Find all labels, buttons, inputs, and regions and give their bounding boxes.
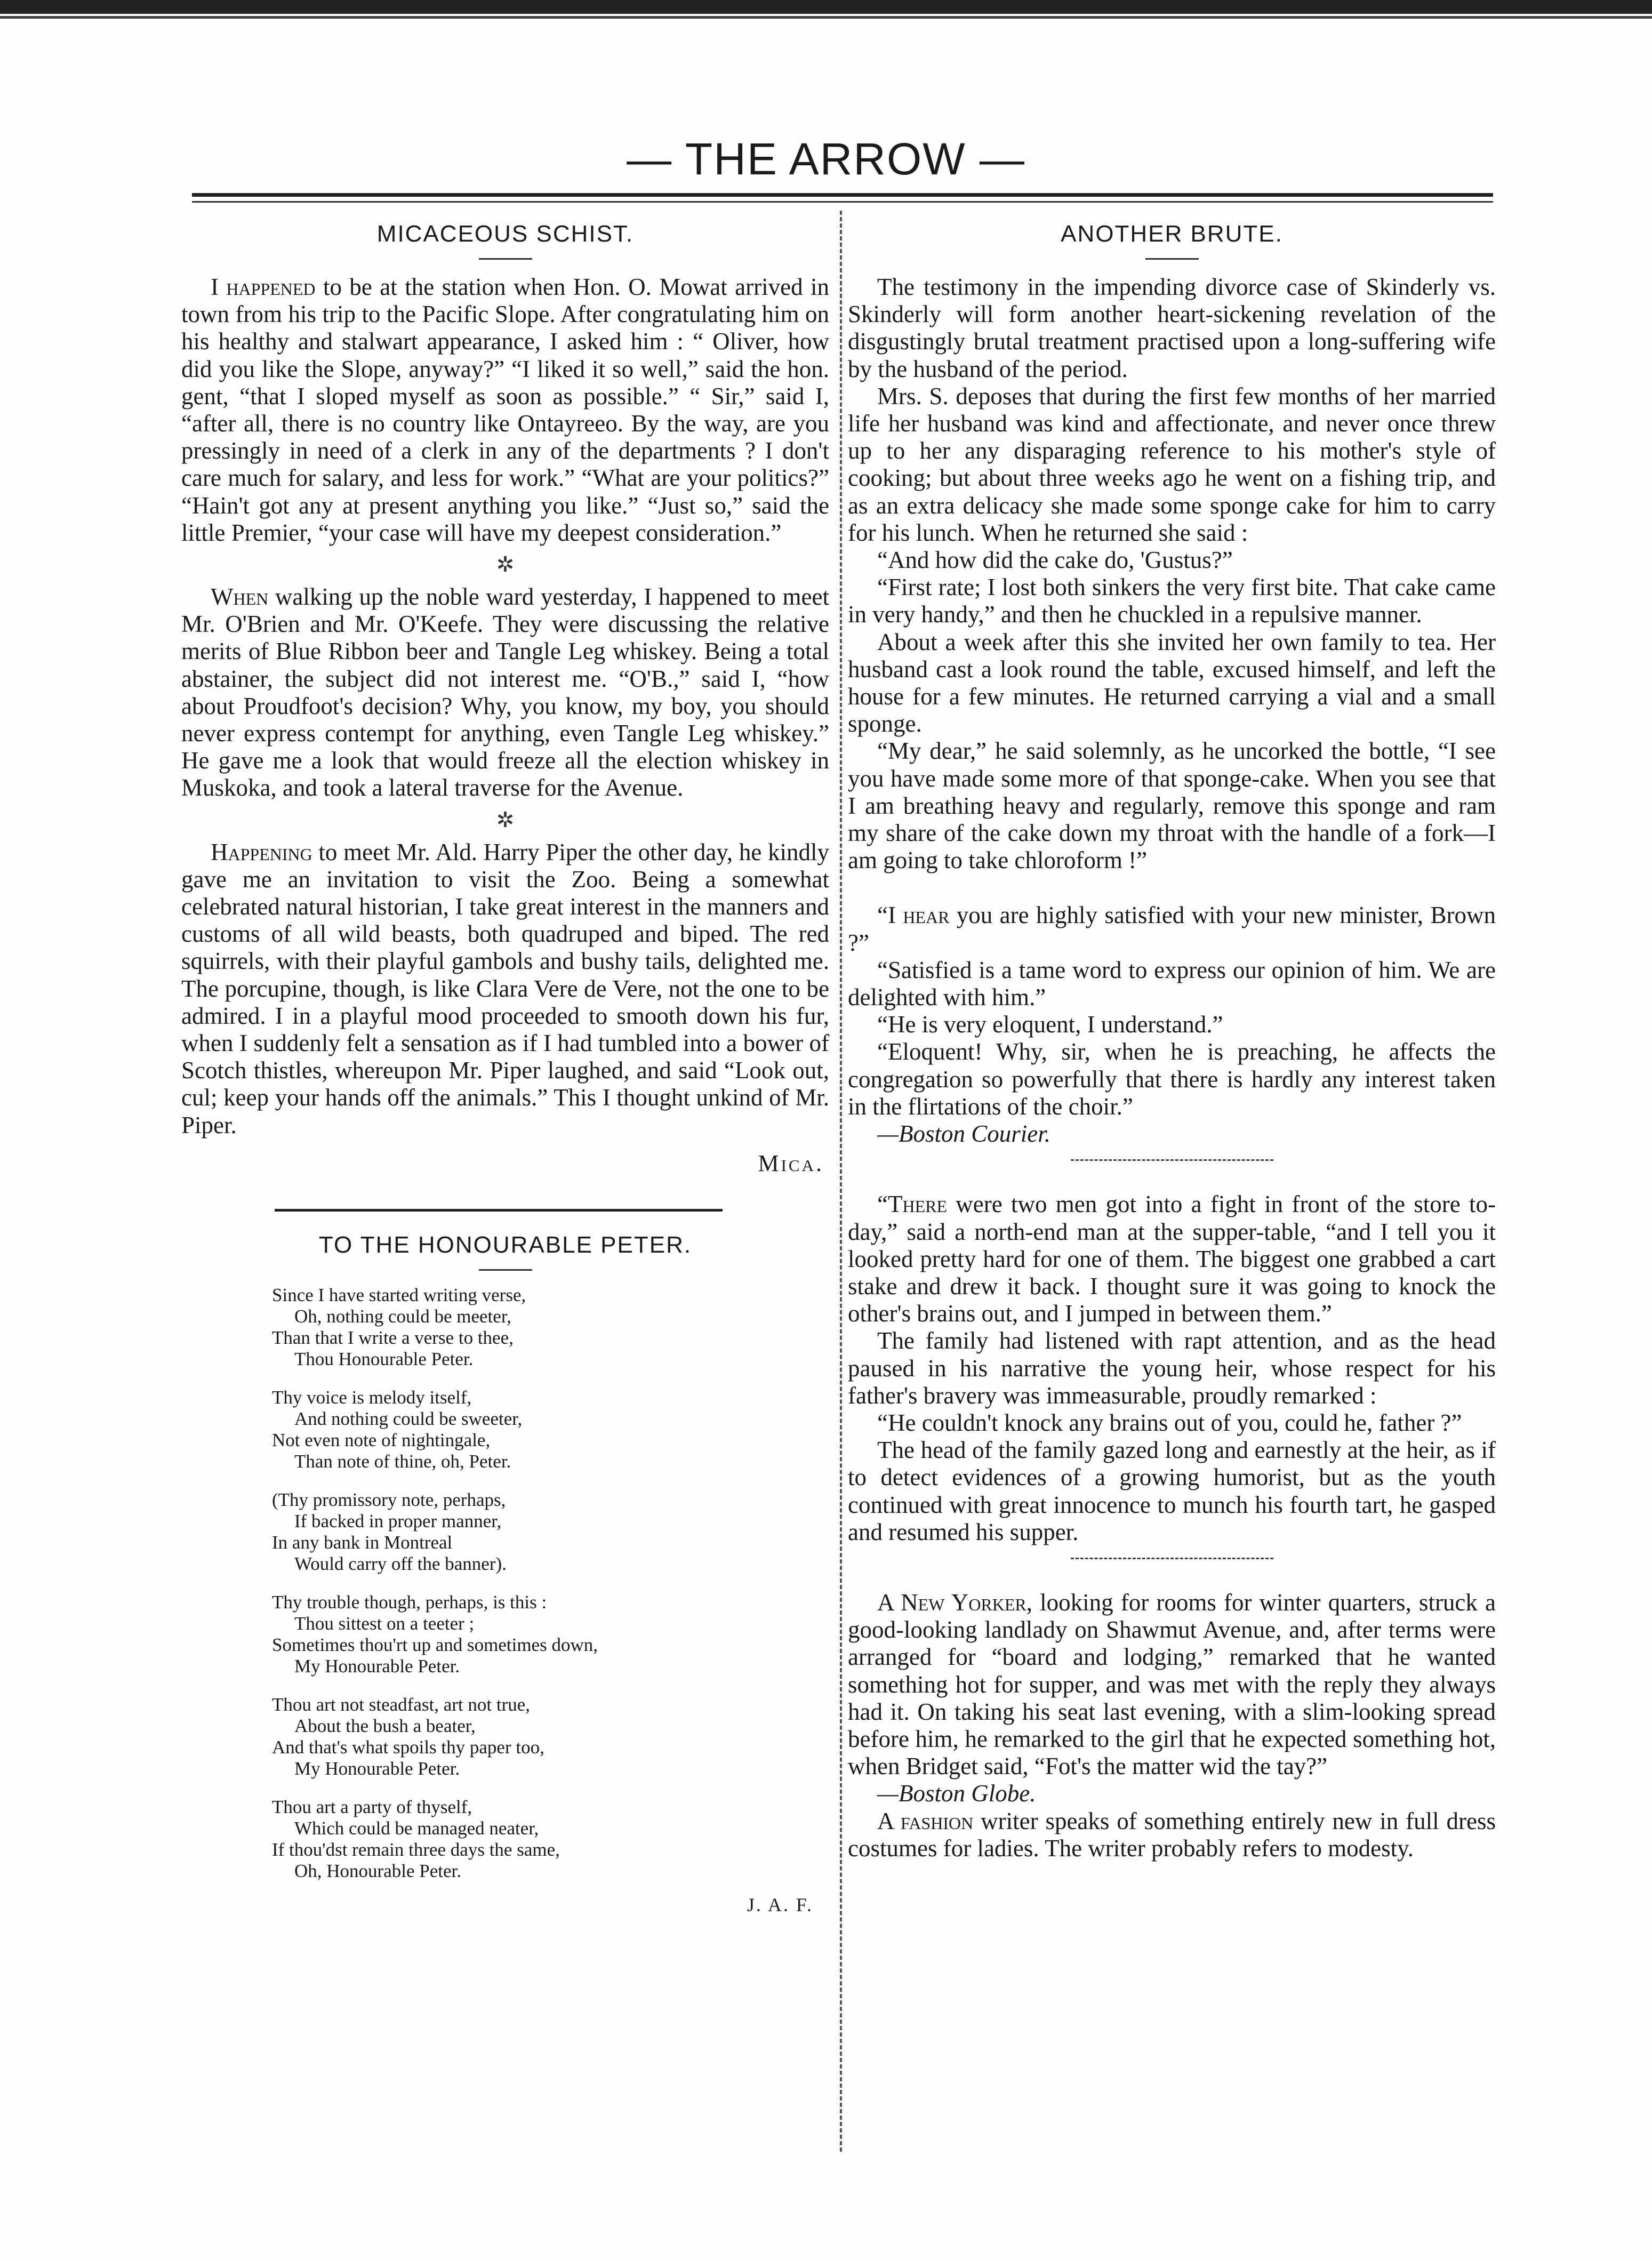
poem-line: Than note of thine, oh, Peter. xyxy=(294,1450,511,1472)
paragraph: About a week after this she invited her own family to tea. Her husband cast a look round the table, excused himself, and left the house for a few minutes. He returned carrying a vial and a small sponge. xyxy=(848,628,1496,737)
article-heading-brute: ANOTHER BRUTE. xyxy=(1061,221,1283,247)
poem-line: Sometimes thou'rt up and sometimes down, xyxy=(272,1634,598,1655)
stanza xyxy=(272,1694,829,1779)
lead-words: “I hear xyxy=(877,902,950,929)
paragraph-text: to meet Mr. Ald. Harry Piper the other day, he kindly gave me an invitation to visit the Zoo. Being a somewhat celebrated natural historian, I take great interest in the manners and customs of all wild beasts, both quadruped and biped. The red squirrels, with their playful gambols and bushy tails, delighted me. The porcupine, though, is like Clara Vere de Vere, not the one to be admired. I in a playful mood proceeded to smooth down his fur, when I suddenly felt a sensation as if I had tumbled into a bower of Scotch thistles, whereupon Mr. Piper laughed, and said “Look out, cul; keep your hands off the animals.” This I thought unkind of Mr. Piper. xyxy=(181,838,829,1138)
poem-line: My Honourable Peter. xyxy=(294,1655,460,1677)
stanza xyxy=(272,1592,829,1677)
paragraph: “First rate; I lost both sinkers the very first bite. That cake came in very handy,” and then he chuckled in a repulsive manner. xyxy=(848,574,1496,628)
section-separator xyxy=(1071,1159,1273,1161)
masthead-rule-thin xyxy=(192,201,1493,203)
poem-line: And nothing could be sweeter, xyxy=(294,1408,523,1429)
paragraph-text: you are highly satisfied with your new minister, Brown ?” xyxy=(848,902,1496,956)
poem-line: Thou art a party of thyself, xyxy=(272,1796,472,1817)
masthead-title: — THE ARROW — xyxy=(627,134,1025,184)
poem-line: If backed in proper manner, xyxy=(294,1510,502,1532)
paragraph: “Eloquent! Why, sir, when he is preaching, he affects the congregation so powerfully that there is hardly any interest taken in the flirtations of the choir.” xyxy=(848,1038,1496,1120)
poem-line: In any bank in Montreal xyxy=(272,1532,453,1553)
stanza xyxy=(272,1797,829,1882)
poem-line: Thy voice is melody itself, xyxy=(272,1386,472,1408)
heading-rule xyxy=(479,1269,532,1271)
poem-line: Which could be managed neater, xyxy=(294,1817,539,1839)
poem-line: Oh, Honourable Peter. xyxy=(294,1860,461,1881)
right-column xyxy=(848,213,1496,1862)
heading-rule xyxy=(479,258,532,260)
source-credit: —Boston Globe. xyxy=(877,1780,1036,1807)
stanza xyxy=(272,1285,829,1370)
lead-words: A New Yorker, xyxy=(877,1589,1033,1616)
lead-words: “There xyxy=(877,1191,948,1218)
stanza xyxy=(272,1387,829,1472)
paragraph-text: walking up the noble ward yesterday, I happened to meet Mr. O'Brien and Mr. O'Keefe. They were discussing the relative merits of Blue Ribbon beer and Tangle Leg whiskey. Being a total abstainer, the subject did not interest me. “O'B.,” said I, “how about Proudfoot's decision? Why, you know, my boy, you should never express contempt for anything, even Tangle Leg whiskey.” He gave me a look that would freeze all the election whiskey in Muskoka, and took a lateral traverse for the Avenue. xyxy=(181,583,829,801)
poem-line: My Honourable Peter. xyxy=(294,1758,460,1779)
paragraph: “He is very eloquent, I understand.” xyxy=(877,1011,1223,1038)
signature-mica: Mica. xyxy=(758,1150,824,1176)
lead-words: A fashion xyxy=(877,1807,974,1834)
left-column xyxy=(181,213,829,1916)
poem-line: Oh, nothing could be meeter, xyxy=(294,1305,511,1327)
poem-line: If thou'dst remain three days the same, xyxy=(272,1839,560,1860)
poem-line: Thou sittest on a teeter ; xyxy=(294,1613,475,1634)
paragraph xyxy=(848,1589,1496,1780)
masthead-rule xyxy=(192,193,1493,197)
paragraph: “He couldn't knock any brains out of you, could he, father ?” xyxy=(877,1409,1462,1436)
lead-words: When xyxy=(211,583,269,611)
poem-line: Since I have started writing verse, xyxy=(272,1284,526,1305)
poem-line: Would carry off the banner). xyxy=(294,1553,507,1574)
paragraph: The testimony in the impending divorce case of Skinderly vs. Skinderly will form another heart-sickening revelation of the disgustingly brutal treatment practised upon a long-suffering wife by the husband of the period. xyxy=(848,274,1496,382)
poem-line: Thou art not steadfast, art not true, xyxy=(272,1694,531,1715)
paragraph xyxy=(848,1808,1496,1862)
section-separator xyxy=(1071,1558,1273,1559)
paragraph xyxy=(848,1191,1496,1327)
paragraph xyxy=(181,583,829,802)
source-credit: —Boston Courier. xyxy=(877,1120,1051,1148)
paragraph: The family had listened with rapt attention, and as the head paused in his narrative the young heir, whose respect for his father's bravery was immeasurable, proudly remarked : xyxy=(848,1327,1496,1409)
article-heading-micaceous: MICACEOUS SCHIST. xyxy=(376,221,634,247)
paragraph-text: to be at the station when Hon. O. Mowat arrived in town from his trip to the Pacific Slope. After congratulating him on his healthy and stalwart appearance, I asked him : “ Oliver, how did you like the Slope, anyway?” “I liked it so well,” said the hon. gent, “that I sloped myself as soon as possible.” “ Sir,” said I, “after all, there is no country like Ontayreeo. By the way, are you pressingly in need of a clerk in any of the departments ? I don't care much for salary, and less for work.” “What are your politics?” “Hain't got any at present anything you like.” “Just so,” said the little Premier, “your case will have my deepest consideration.” xyxy=(181,274,829,546)
paragraph-text: looking for rooms for winter quarters, struck a good-looking landlady on Shawmut Avenue, and, after terms were arranged for “board and lodging,” remarked that he wanted something hot for supper, and was met with the reply they always had it. On taking his seat last evening, with a slim-looking spread before him, he remarked to the girl that he expected something hot, when Bridget said, “Fot's the matter wid the tay?” xyxy=(848,1589,1496,1780)
ornament-icon: ✲ xyxy=(496,807,515,832)
poem-line: About the bush a beater, xyxy=(294,1715,476,1736)
poem-line: (Thy promissory note, perhaps, xyxy=(272,1489,506,1510)
poem-line: Not even note of nightingale, xyxy=(272,1429,491,1450)
paragraph: “My dear,” he said solemnly, as he uncorked the bottle, “I see you have made some more of that sponge-cake. When you see that I am breathing heavy and regularly, remove this sponge and ram my share of the cake down my throat with the handle of a fork—I am going to take chloroform !” xyxy=(848,737,1496,874)
poem-line: Than that I write a verse to thee, xyxy=(272,1327,514,1348)
poem-heading: TO THE HONOURABLE PETER. xyxy=(318,1231,692,1258)
column-divider xyxy=(840,211,842,2152)
stanza xyxy=(272,1489,829,1575)
paragraph: The head of the family gazed long and earnestly at the heir, as if to detect evidences of a growing humorist, but as the youth continued with great innocence to munch his fourth tart, he gasped and resumed his supper. xyxy=(848,1437,1496,1545)
section-gap xyxy=(848,874,1496,902)
poem-body xyxy=(272,1285,829,1882)
paragraph xyxy=(181,274,829,547)
poem-line: Thy trouble though, perhaps, is this : xyxy=(272,1591,547,1613)
section-rule xyxy=(275,1209,723,1212)
poem-line: Thou Honourable Peter. xyxy=(294,1348,474,1369)
lead-words: Happening xyxy=(211,838,312,865)
paragraph xyxy=(848,902,1496,956)
paragraph-text: were two men got into a fight in front of the store to-day,” said a north-end man at the supper-table, “and I tell you it looked pretty hard for one of them. The biggest one grabbed a cart stake and drew it back. I thought sure it was going to knock the other's brains out, and I jumped in between them.” xyxy=(848,1191,1496,1327)
paragraph: Mrs. S. deposes that during the first few months of her married life her husband was kind and affectionate, and never once threw up to her any disparaging reference to his mother's style of cooking; but about three weeks ago he went on a fishing trip, and as an extra delicacy she made some sponge cake for him to carry for his lunch. When he returned she said : xyxy=(848,382,1496,546)
ornament-icon: ✲ xyxy=(496,552,515,577)
paragraph: “And how did the cake do, 'Gustus?” xyxy=(877,547,1233,574)
paragraph-text: writer speaks of something entirely new in full dress costumes for ladies. The writer probably refers to modesty. xyxy=(848,1807,1496,1862)
heading-rule xyxy=(1145,258,1199,260)
top-edge-rule xyxy=(0,0,1652,14)
poem-signature: J. A. F. xyxy=(747,1894,813,1915)
poem-line: And that's what spoils thy paper too, xyxy=(272,1736,544,1758)
lead-words: I happened xyxy=(211,274,316,300)
paragraph: “Satisfied is a tame word to express our opinion of him. We are delighted with him.” xyxy=(848,956,1496,1011)
paragraph xyxy=(181,839,829,1139)
top-edge-rule-thin xyxy=(0,16,1652,19)
